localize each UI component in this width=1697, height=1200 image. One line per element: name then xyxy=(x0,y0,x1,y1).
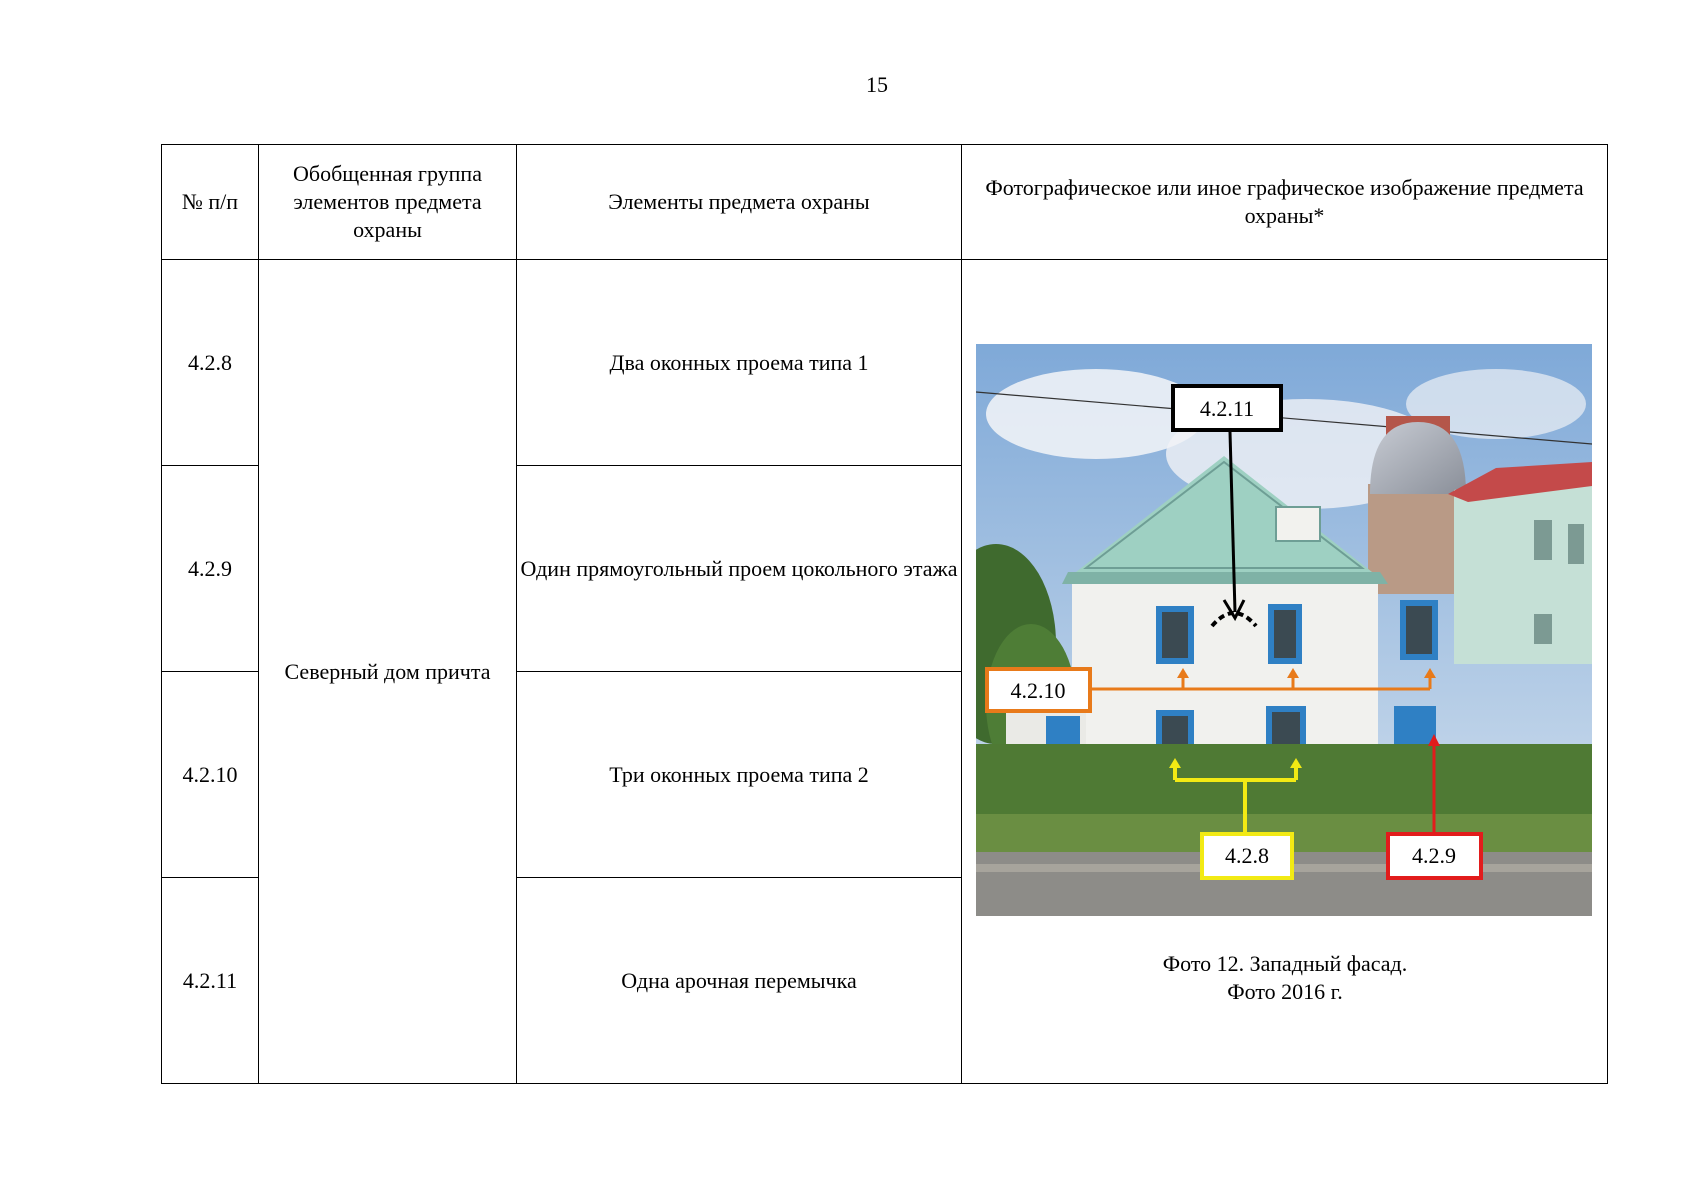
table-header-row xyxy=(162,145,1608,260)
row-element: Один прямоугольный проем цокольного этажа xyxy=(517,466,962,672)
label-4-2-8: 4.2.8 xyxy=(1225,843,1269,868)
group-cell: Северный дом причта xyxy=(259,260,517,1084)
label-4-2-10: 4.2.10 xyxy=(1010,678,1066,703)
caption-line-2: Фото 2016 г. xyxy=(1227,979,1343,1004)
label-4-2-9: 4.2.9 xyxy=(1412,843,1456,868)
row-element: Два оконных проема типа 1 xyxy=(517,260,962,466)
row-num: 4.2.9 xyxy=(162,466,259,672)
row-element: Три оконных проема типа 2 xyxy=(517,672,962,878)
facade-photo xyxy=(976,344,1592,916)
header-group: Обобщенная группа элементов предмета охраны xyxy=(259,145,517,260)
table-row xyxy=(162,260,1608,466)
photo-caption xyxy=(962,950,1608,1006)
row-element: Одна арочная перемычка xyxy=(517,878,962,1084)
row-num: 4.2.8 xyxy=(162,260,259,466)
protection-elements-table xyxy=(161,144,1608,1084)
header-elements: Элементы предмета охраны xyxy=(517,145,962,260)
header-photo: Фотографическое или иное графическое изображение предмета охраны* xyxy=(962,145,1608,260)
row-num: 4.2.11 xyxy=(162,878,259,1084)
caption-line-1: Фото 12. Западный фасад. xyxy=(1162,951,1408,976)
label-4-2-11: 4.2.11 xyxy=(1199,396,1255,421)
header-num: № п/п xyxy=(162,145,259,260)
photo-cell xyxy=(962,260,1608,1084)
row-num: 4.2.10 xyxy=(162,672,259,878)
page-number: 15 xyxy=(866,72,888,97)
